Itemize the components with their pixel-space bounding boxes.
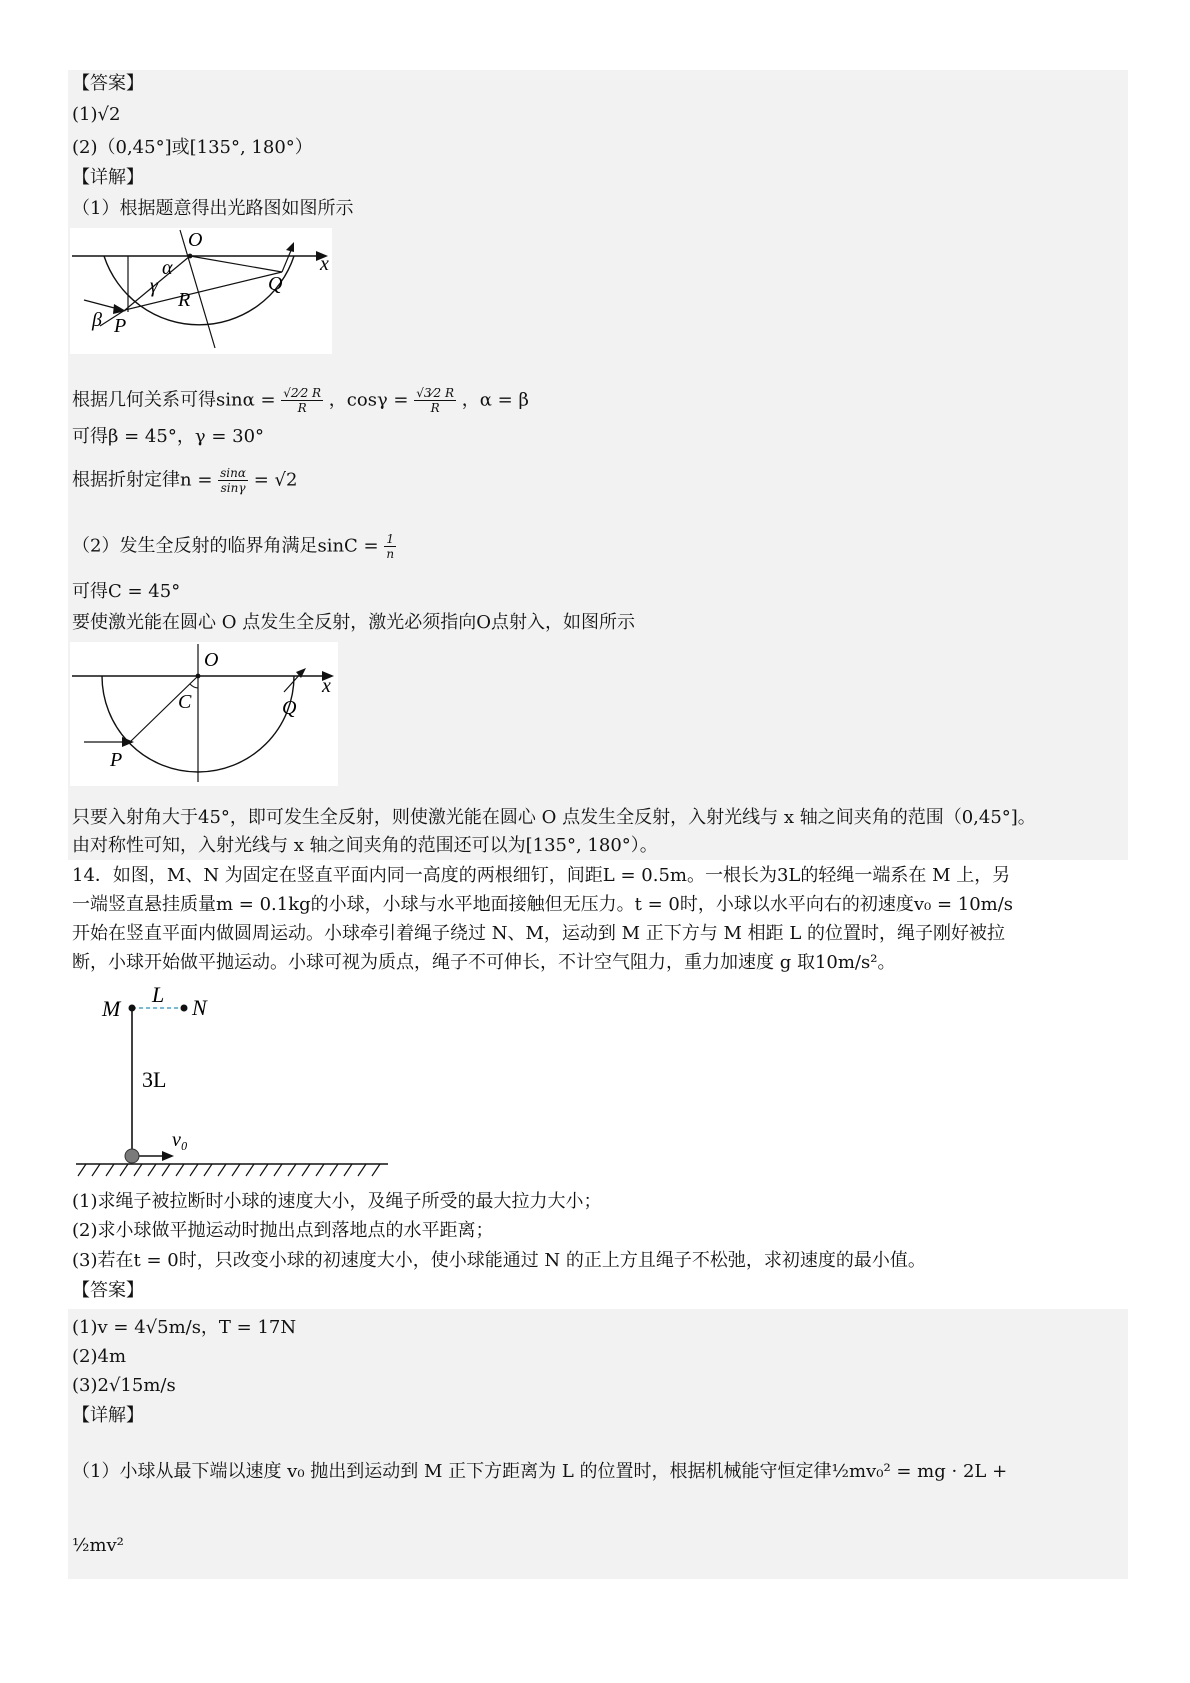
fig1-label-beta: β [92,309,102,331]
tir-condition: 要使激光能在圆心 O 点发生全反射，激光必须指向O点射入，如图所示 [72,612,635,633]
q14-answer-3: (3)2√15m/s [72,1375,176,1396]
fig2-label-C: C [178,691,192,713]
fig1-label-O: O [188,229,203,251]
q14-detail-1: （1）小球从最下端以速度 v₀ 抛出到运动到 M 正下方距离为 L 的位置时，根据机械能守恒定律½mv₀² = mg · 2L + [72,1461,1008,1482]
fig1-label-x: x [320,253,329,275]
light-path-figure-1 [70,228,332,354]
answer-2: (2)（0,45°]或[135°, 180°） [72,137,313,158]
pendulum-figure [72,984,392,1184]
q14-answer-header: 【答案】 [72,1280,144,1301]
q14-stem-3: 开始在竖直平面内做圆周运动。小球牵引着绳子绕过 N、M，运动到 M 正下方与 M 相距 L 的位置时，绳子刚好被拉 [72,923,1006,944]
fig2-label-P: P [110,749,123,771]
snell-law: 根据折射定律n = $\frac{\sin\alpha}{\sin\gamma}$ = √2 [72,466,298,495]
answer-header: 【答案】 [72,73,144,94]
q14-answer-2: (2)4m [72,1346,127,1367]
fig2-label-O: O [204,649,219,671]
q14-detail-2: ½mv² [72,1535,124,1556]
answer-block-14 [68,1309,1128,1579]
q14-stem-4: 断，小球开始做平抛运动。小球可视为质点，绳子不可伸长，不计空气阻力，重力加速度 g 取10m/s²。 [72,952,896,973]
fig1-label-gamma: γ [150,275,158,297]
c-value: 可得C = 45° [72,581,181,602]
fig3-label-v0: v₀ [172,1129,188,1151]
fig1-label-P: P [114,315,127,337]
range-line-1: 只要入射角大于45°，即可发生全反射，则使激光能在圆心 O 点发生全反射，入射光线与 x 轴之间夹角的范围（0,45°]。 [72,807,1036,828]
geometry-relation: 根据几何关系可得sinα = $\frac{√2⁄2 R}{R}$ ，cosγ = $\frac{√3⁄2 R}{R}$ ，α = β [72,386,529,415]
light-path-figure-2 [70,642,338,786]
answer-1: (1)√2 [72,104,121,125]
range-line-2: 由对称性可知，入射光线与 x 轴之间夹角的范围还可以为[135°, 180°）。 [72,835,658,856]
fig3-label-L: L [152,984,165,1007]
fig1-label-alpha: α [162,257,173,279]
fig3-label-N: N [192,995,207,1020]
critical-angle: （2）发生全反射的临界角满足sinC = $\frac{1}{n}$ [72,532,395,561]
fig1-label-Q: Q [268,273,283,295]
fig2-label-Q: Q [282,697,297,719]
fig3-label-3L: 3L [142,1067,167,1092]
q14-stem-2: 一端竖直悬挂质量m = 0.1kg的小球，小球与水平地面接触但无压力。t = 0时，小球以水平向右的初速度v₀ = 10m/s [72,894,1014,915]
fig1-label-R: R [178,289,191,311]
q14-detail-header: 【详解】 [72,1405,144,1426]
q14-part-2: (2)求小球做平抛运动时抛出点到落地点的水平距离； [72,1220,494,1241]
q14-stem-1: 14．如图，M、N 为固定在竖直平面内同一高度的两根细钉，间距L = 0.5m。一根长为3L的轻绳一端系在 M 上，另 [72,865,1011,886]
q14-answer-1: (1)v = 4√5m/s，T = 17N [72,1317,297,1338]
beta-gamma-values: 可得β = 45°，γ = 30° [72,426,265,447]
fig2-label-x: x [322,675,331,697]
q14-part-3: (3)若在t = 0时，只改变小球的初速度大小，使小球能通过 N 的正上方且绳子不松弛，求初速度的最小值。 [72,1250,926,1271]
fig3-label-M: M [102,996,121,1021]
detail-header: 【详解】 [72,167,144,188]
step-1: （1）根据题意得出光路图如图所示 [72,198,354,219]
q14-part-1: (1)求绳子被拉断时小球的速度大小，及绳子所受的最大拉力大小； [72,1191,602,1212]
